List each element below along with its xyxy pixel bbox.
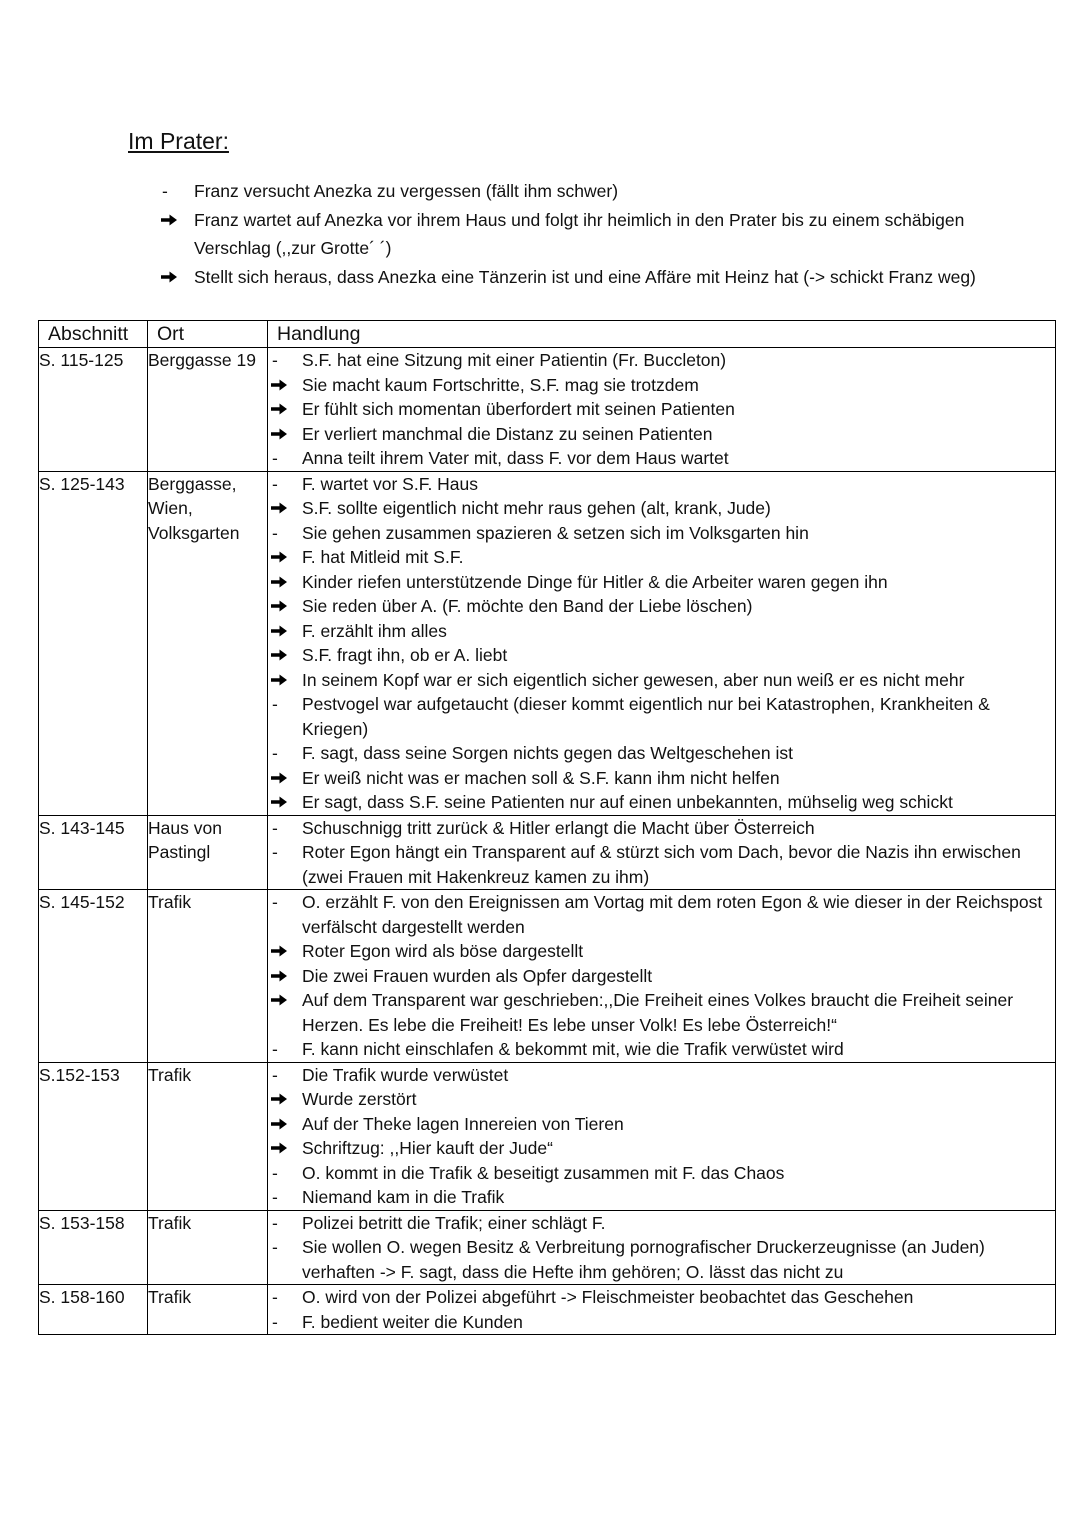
- cell-handlung: [268, 1062, 1056, 1210]
- section-heading: Im Prater:: [128, 128, 229, 154]
- arrow-bullet-icon: [270, 673, 288, 687]
- list-item: [268, 988, 1055, 1037]
- arrow-bullet-icon: [270, 624, 288, 638]
- list-item: [268, 816, 1055, 841]
- arrow-bullet-icon: [270, 1141, 288, 1155]
- cell-abschnitt: S. 158-160: [39, 1285, 148, 1335]
- table-row: [39, 1210, 1056, 1285]
- table-header-row: [39, 321, 1056, 348]
- cell-abschnitt: S. 125-143: [39, 471, 148, 815]
- arrow-bullet: [268, 570, 302, 595]
- arrow-bullet: [268, 964, 302, 989]
- list-item-text: F. sagt, dass seine Sorgen nichts gegen das Weltgeschehen ist: [302, 743, 793, 763]
- list-item-text: O. erzählt F. von den Ereignissen am Vortag mit dem roten Egon & wie dieser in der Reichspost verfälscht dargestellt werden: [302, 892, 1043, 937]
- list-item-text: Roter Egon wird als böse dargestellt: [302, 941, 584, 961]
- list-item-text: Sie reden über A. (F. möchte den Band der Liebe löschen): [302, 596, 753, 616]
- cell-abschnitt: S. 153-158: [39, 1210, 148, 1285]
- list-item-text: Sie wollen O. wegen Besitz & Verbreitung pornografischer Druckerzeugnisse (an Juden) verhaften -> F. sagt, dass die Hefte ihm gehören; O. lässt das nicht zu: [302, 1237, 985, 1282]
- list-item: [268, 692, 1055, 741]
- list-item-text: S.F. fragt ihn, ob er A. liebt: [302, 645, 508, 665]
- dash-bullet: -: [272, 1237, 278, 1257]
- arrow-bullet-icon: [270, 795, 288, 809]
- arrow-bullet: [268, 1136, 302, 1161]
- table-row: [39, 348, 1056, 472]
- arrow-bullet: [268, 373, 302, 398]
- dash-bullet: -: [272, 1162, 278, 1183]
- list-item-text: Polizei betritt die Trafik; einer schlägt F.: [302, 1212, 606, 1233]
- list-item: [268, 964, 1055, 989]
- cell-handlung: [268, 890, 1056, 1063]
- cell-abschnitt: S. 145-152: [39, 890, 148, 1063]
- arrow-bullet: [268, 619, 302, 644]
- cell-handlung: [268, 1210, 1056, 1285]
- list-item: [268, 397, 1055, 422]
- dash-bullet: -: [272, 473, 278, 494]
- list-item: [268, 472, 1055, 497]
- list-item-text: Schriftzug: ,,Hier kauft der Jude“: [302, 1138, 553, 1158]
- dash-bullet: -: [272, 892, 278, 912]
- cell-handlung: [268, 815, 1056, 890]
- list-item-text: F. erzählt ihm alles: [302, 620, 447, 641]
- list-item: [268, 766, 1055, 791]
- dash-bullet: -: [272, 1287, 278, 1307]
- list-item: [268, 890, 1055, 939]
- list-item: [268, 741, 1055, 766]
- list-item-text: S.F. hat eine Sitzung mit einer Patientin (Fr. Buccleton): [302, 350, 727, 370]
- list-item: [268, 1136, 1055, 1161]
- list-item-text: Kinder riefen unterstützende Dinge für Hitler & die Arbeiter waren gegen ihn: [302, 571, 888, 592]
- arrow-bullet-icon: [270, 969, 288, 983]
- list-item-text: Sie macht kaum Fortschritte, S.F. mag sie trotzdem: [302, 374, 699, 395]
- list-item-text: O. wird von der Polizei abgeführt -> Fleischmeister beobachtet das Geschehen: [302, 1287, 914, 1307]
- list-item-text: Die Trafik wurde verwüstet: [302, 1064, 509, 1085]
- arrow-bullet: [268, 939, 302, 964]
- list-item-text: Franz wartet auf Anezka vor ihrem Haus und folgt ihr heimlich in den Prater bis zu einem schäbigen Verschlag (,,zur Grotte´ ´): [194, 209, 965, 258]
- arrow-bullet: [268, 766, 302, 791]
- list-item: [268, 790, 1055, 815]
- dash-bullet: -: [272, 1064, 278, 1085]
- cell-ort: Trafik: [148, 1285, 268, 1335]
- header-handlung: Handlung: [268, 321, 1056, 348]
- arrow-bullet-icon: [270, 427, 288, 441]
- list-item-text: Schuschnigg tritt zurück & Hitler erlangt die Macht über Österreich: [302, 817, 815, 838]
- list-item-text: Niemand kam in die Trafik: [302, 1187, 505, 1207]
- list-item-text: In seinem Kopf war er sich eigentlich sicher gewesen, aber nun weiß er es nicht mehr: [302, 669, 965, 690]
- intro-list: [158, 177, 978, 291]
- list-item: [268, 1185, 1055, 1210]
- list-item-text: Roter Egon hängt ein Transparent auf & stürzt sich vom Dach, bevor die Nazis ihn erwischen (zwei Frauen mit Hakenkreuz kamen zu ihm): [302, 842, 1021, 887]
- list-item-text: Die zwei Frauen wurden als Opfer dargestellt: [302, 965, 653, 986]
- list-item: [268, 422, 1055, 447]
- arrow-bullet-icon: [270, 501, 288, 515]
- list-item-text: Franz versucht Anezka zu vergessen (fällt ihm schwer): [194, 181, 619, 201]
- arrow-bullet: [268, 594, 302, 619]
- list-item-text: Stellt sich heraus, dass Anezka eine Tänzerin ist und eine Affäre mit Heinz hat (-> schickt Franz weg): [194, 266, 976, 287]
- dash-bullet: -: [272, 1212, 278, 1233]
- arrow-bullet: [158, 263, 194, 292]
- dash-bullet: -: [272, 743, 278, 763]
- dash-bullet: -: [272, 817, 278, 838]
- arrow-bullet-icon: [270, 550, 288, 564]
- arrow-bullet-icon: [160, 270, 178, 284]
- list-item: [268, 840, 1055, 889]
- dash-bullet: -: [272, 842, 278, 862]
- cell-ort: Trafik: [148, 1210, 268, 1285]
- dash-bullet: -: [272, 350, 278, 370]
- arrow-bullet: [268, 668, 302, 693]
- list-item: [268, 939, 1055, 964]
- list-item-text: F. bedient weiter die Kunden: [302, 1311, 523, 1332]
- list-item: [268, 1112, 1055, 1137]
- list-item: [268, 1161, 1055, 1186]
- cell-ort: Haus von Pastingl: [148, 815, 268, 890]
- arrow-bullet-icon: [270, 575, 288, 589]
- dash-bullet: -: [162, 181, 168, 201]
- list-item: [268, 348, 1055, 373]
- arrow-bullet: [268, 545, 302, 570]
- table-row: [39, 471, 1056, 815]
- list-item-text: Wurde zerstört: [302, 1089, 417, 1109]
- dash-bullet: -: [272, 1187, 278, 1207]
- table-row: [39, 815, 1056, 890]
- arrow-bullet: [158, 206, 194, 263]
- arrow-bullet: [268, 422, 302, 447]
- header-ort: Ort: [148, 321, 268, 348]
- cell-ort: Berggasse, Wien, Volksgarten: [148, 471, 268, 815]
- header-abschnitt: Abschnitt: [39, 321, 148, 348]
- list-item: [268, 643, 1055, 668]
- arrow-bullet-icon: [160, 213, 178, 227]
- list-item: [268, 594, 1055, 619]
- cell-abschnitt: S. 143-145: [39, 815, 148, 890]
- list-item-text: Er sagt, dass S.F. seine Patienten nur auf einen unbekannten, mühselig weg schickt: [302, 792, 953, 812]
- arrow-bullet: [268, 1087, 302, 1112]
- list-item: [268, 1211, 1055, 1236]
- list-item-text: S.F. sollte eigentlich nicht mehr raus gehen (alt, krank, Jude): [302, 498, 771, 518]
- list-item: [268, 545, 1055, 570]
- table-row: [39, 1285, 1056, 1335]
- list-item-text: F. wartet vor S.F. Haus: [302, 473, 479, 494]
- list-item: [268, 1087, 1055, 1112]
- list-item-text: Auf der Theke lagen Innereien von Tieren: [302, 1113, 624, 1134]
- arrow-bullet-icon: [270, 648, 288, 662]
- table-row: [39, 890, 1056, 1063]
- list-item: [268, 373, 1055, 398]
- list-item: [268, 1310, 1055, 1335]
- list-item-text: Er fühlt sich momentan überfordert mit seinen Patienten: [302, 399, 735, 419]
- list-item-text: Er weiß nicht was er machen soll & S.F. kann ihm nicht helfen: [302, 767, 780, 788]
- dash-bullet: -: [272, 448, 278, 468]
- arrow-bullet-icon: [270, 1117, 288, 1131]
- list-item: [268, 1037, 1055, 1062]
- cell-abschnitt: S. 115-125: [39, 348, 148, 472]
- arrow-bullet: [268, 790, 302, 815]
- dash-bullet: -: [272, 1039, 278, 1059]
- arrow-bullet: [268, 643, 302, 668]
- arrow-bullet-icon: [270, 771, 288, 785]
- list-item: [268, 1285, 1055, 1310]
- dash-bullet: -: [272, 1311, 278, 1332]
- arrow-bullet-icon: [270, 944, 288, 958]
- arrow-bullet: [268, 1112, 302, 1137]
- list-item-text: Er verliert manchmal die Distanz zu seinen Patienten: [302, 423, 713, 444]
- dash-bullet: -: [272, 522, 278, 543]
- arrow-bullet-icon: [270, 402, 288, 416]
- arrow-bullet-icon: [270, 378, 288, 392]
- list-item: [268, 570, 1055, 595]
- cell-ort: Trafik: [148, 1062, 268, 1210]
- plot-table: [38, 320, 1056, 1335]
- list-item-text: Pestvogel war aufgetaucht (dieser kommt eigentlich nur bei Katastrophen, Krankheiten & Kriegen): [302, 694, 990, 739]
- list-item: [158, 263, 978, 292]
- arrow-bullet: [268, 496, 302, 521]
- list-item-text: F. kann nicht einschlafen & bekommt mit, wie die Trafik verwüstet wird: [302, 1039, 844, 1059]
- list-item-text: F. hat Mitleid mit S.F.: [302, 547, 464, 567]
- list-item: [158, 206, 978, 263]
- cell-ort: Berggasse 19: [148, 348, 268, 472]
- dash-bullet: -: [272, 694, 278, 714]
- list-item-text: Auf dem Transparent war geschrieben:,,Die Freiheit eines Volkes braucht die Freiheit seiner Herzen. Es lebe die Freiheit! Es lebe unser Volk! Es lebe Österreich!“: [302, 990, 1014, 1035]
- table-row: [39, 1062, 1056, 1210]
- arrow-bullet-icon: [270, 1092, 288, 1106]
- arrow-bullet: [268, 988, 302, 1037]
- cell-handlung: [268, 348, 1056, 472]
- list-item: [268, 1235, 1055, 1284]
- list-item: [268, 1063, 1055, 1088]
- list-item: [268, 496, 1055, 521]
- list-item-text: O. kommt in die Trafik & beseitigt zusammen mit F. das Chaos: [302, 1162, 785, 1183]
- arrow-bullet-icon: [270, 993, 288, 1007]
- list-item: [158, 177, 978, 206]
- cell-ort: Trafik: [148, 890, 268, 1063]
- cell-abschnitt: S.152-153: [39, 1062, 148, 1210]
- list-item-text: Sie gehen zusammen spazieren & setzen sich im Volksgarten hin: [302, 522, 809, 543]
- arrow-bullet: [268, 397, 302, 422]
- list-item: [268, 619, 1055, 644]
- cell-handlung: [268, 471, 1056, 815]
- list-item: [268, 668, 1055, 693]
- list-item-text: Anna teilt ihrem Vater mit, dass F. vor dem Haus wartet: [302, 448, 729, 468]
- arrow-bullet-icon: [270, 599, 288, 613]
- cell-handlung: [268, 1285, 1056, 1335]
- list-item: [268, 446, 1055, 471]
- list-item: [268, 521, 1055, 546]
